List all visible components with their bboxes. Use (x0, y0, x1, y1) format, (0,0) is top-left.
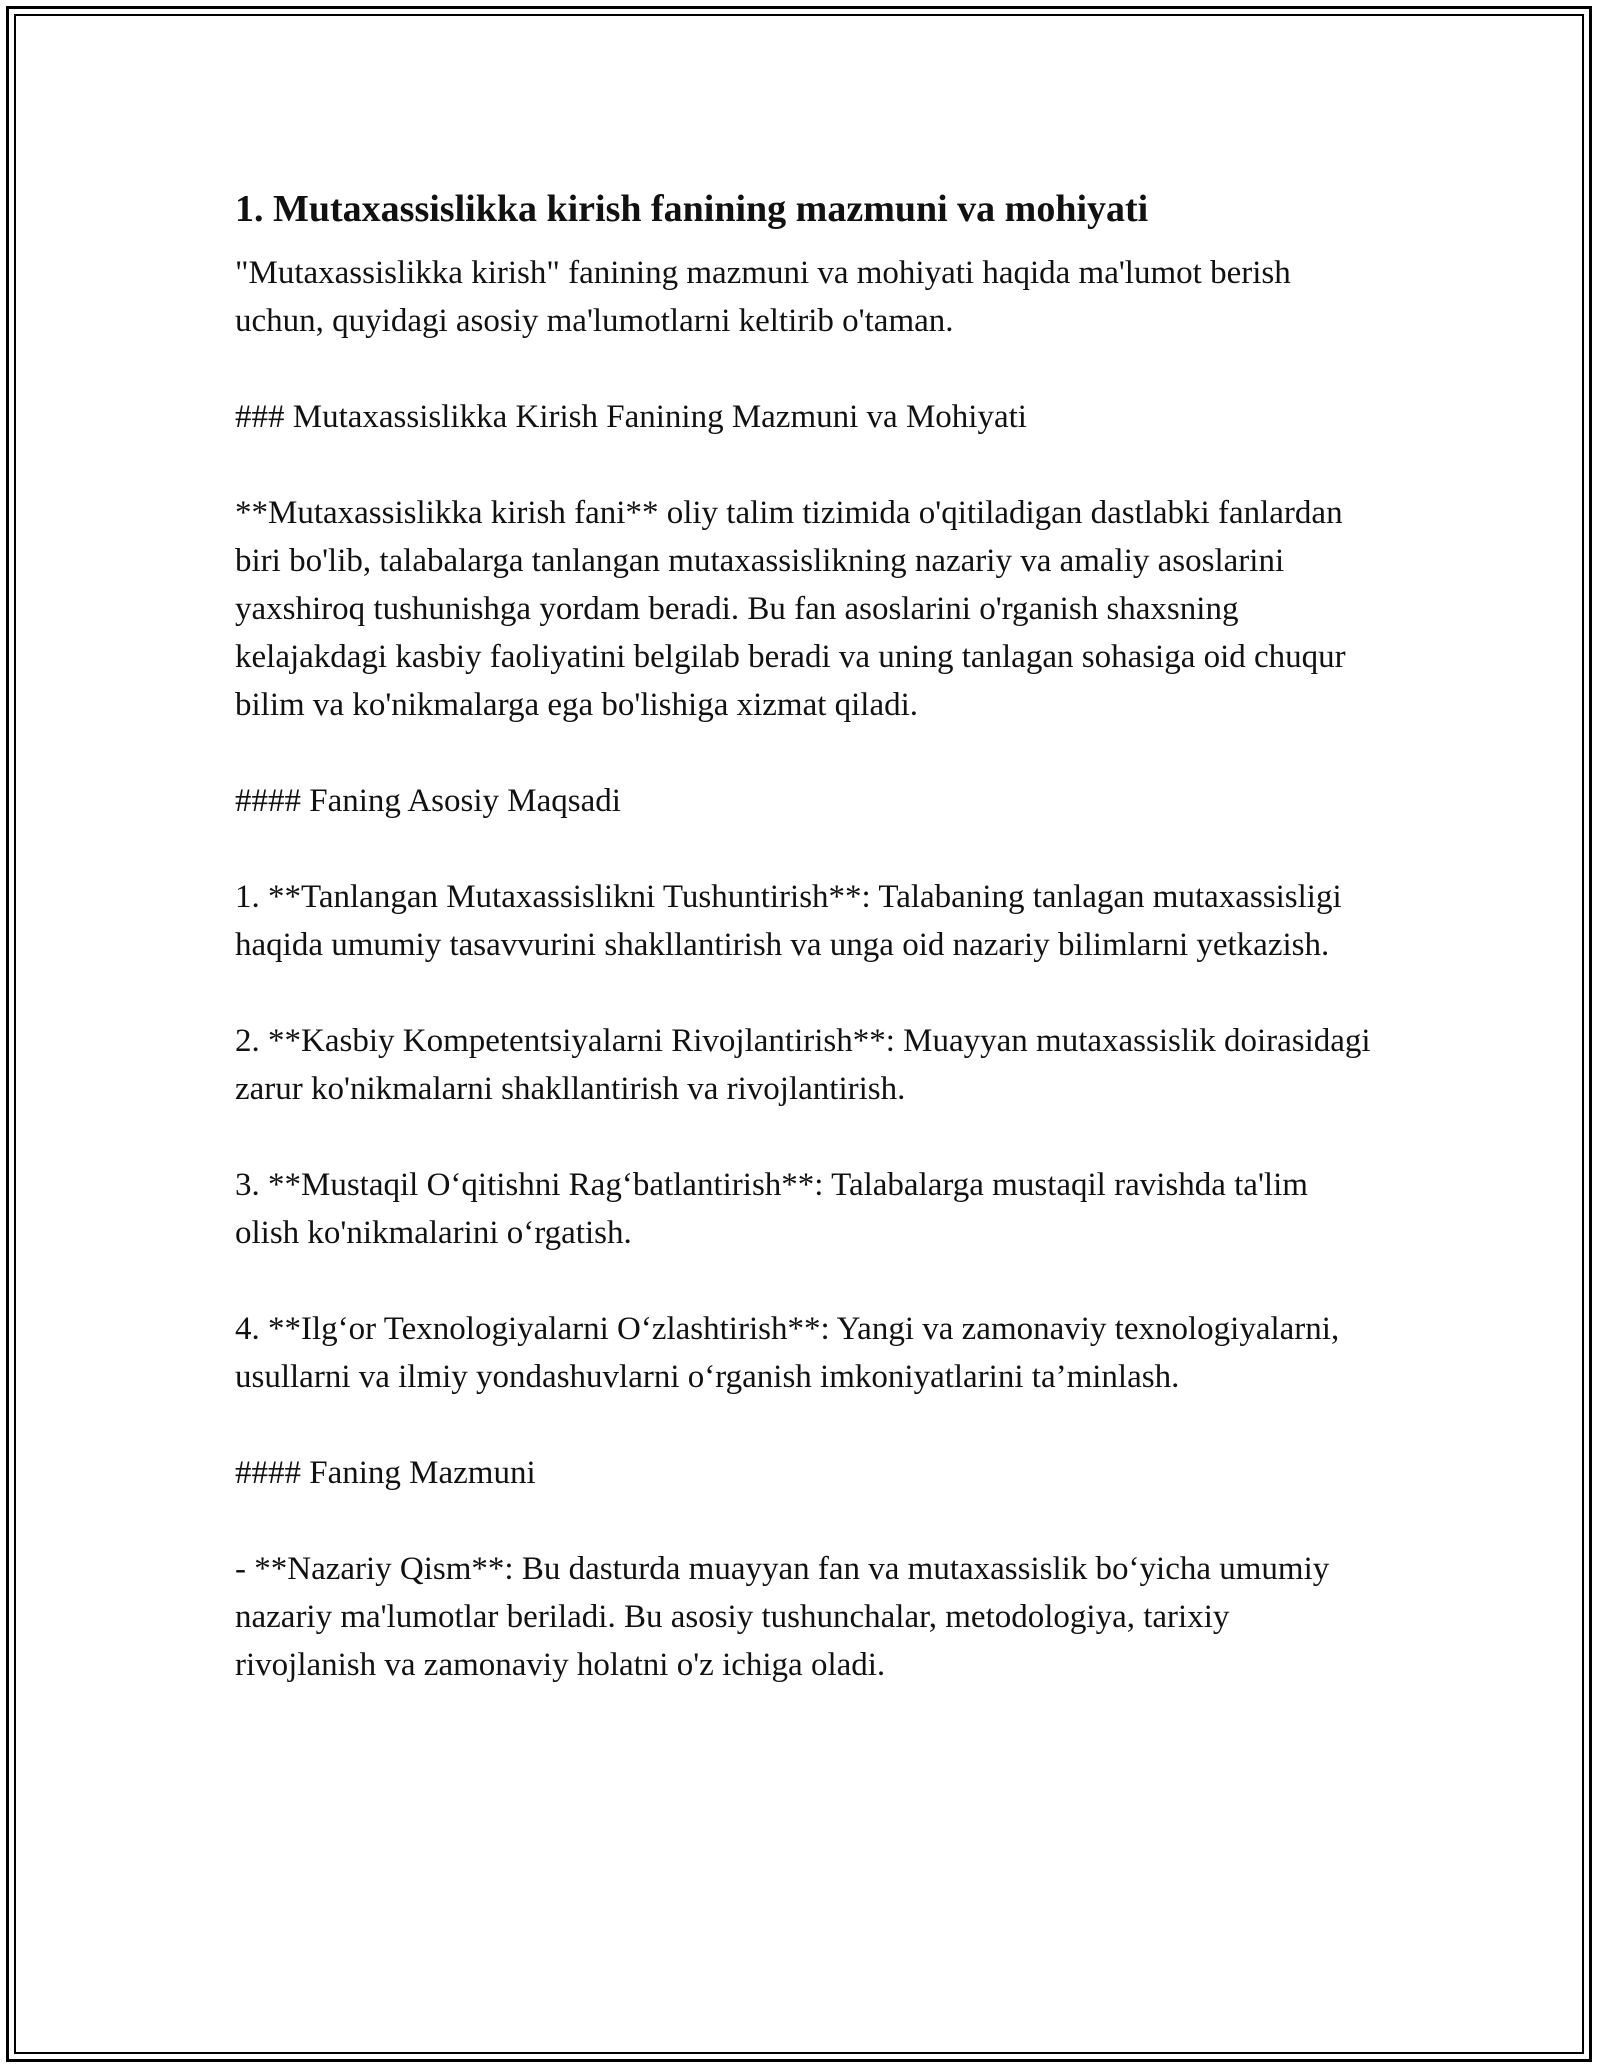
intro-paragraph: "Mutaxassislikka kirish" fanining mazmuni va mohiyati haqida ma'lumot berish uchun, quyidagi asosiy ma'lumotlarni keltirib o'taman. (235, 255, 1291, 339)
goal-item-2: 2. **Kasbiy Kompetentsiyalarni Rivojlantirish**: Muayyan mutaxassislik doirasidagi zarur ko'nikmalarni shakllantirish va rivojlantirish. (235, 1023, 1371, 1107)
document-title: 1. Mutaxassislikka kirish fanining mazmuni va mohiyati (235, 188, 1149, 230)
subheading-asosiy-maqsadi: #### Faning Asosiy Maqsadi (235, 783, 621, 819)
document-body (235, 185, 1375, 1737)
goal-item-1: 1. **Tanlangan Mutaxassislikni Tushuntirish**: Talabaning tanlagan mutaxassisligi haqida umumiy tasavvurini shakllantirish va unga oid nazariy bilimlarni yetkazish. (235, 879, 1342, 963)
goal-item-3: 3. **Mustaqil O‘qitishni Rag‘batlantirish**: Talabalarga mustaqil ravishda ta'lim olish ko'nikmalarini o‘rgatish. (235, 1167, 1308, 1251)
fan-description-paragraph: **Mutaxassislikka kirish fani** oliy talim tizimida o'qitiladigan dastlabki fanlardan biri bo'lib, talabalarga tanlangan mutaxassislikning nazariy va amaliy asoslarini yaxshiroq tushunishga yordam beradi. Bu fan asoslarini o'rganish shaxsning kelajakdagi kasbiy faoliyatini belgilab beradi va uning tanlagan sohasiga oid chuqur bilim va ko'nikmalarga ega bo'lishiga xizmat qiladi. (235, 495, 1346, 723)
section-heading-mazmuni-mohiyati: ### Mutaxassislikka Kirish Fanining Mazmuni va Mohiyati (235, 399, 1027, 435)
content-item-nazariy-qism: - **Nazariy Qism**: Bu dasturda muayyan fan va mutaxassislik bo‘yicha umumiy nazariy ma'lumotlar beriladi. Bu asosiy tushunchalar, metodologiya, tarixiy rivojlanish va zamonaviy holatni o'z ichiga oladi. (235, 1551, 1330, 1683)
goal-item-4: 4. **Ilg‘or Texnologiyalarni O‘zlashtirish**: Yangi va zamonaviy texnologiyalarni, usullarni va ilmiy yondashuvlarni o‘rganish imkoniyatlarini ta’minlash. (235, 1311, 1340, 1395)
subheading-faning-mazmuni: #### Faning Mazmuni (235, 1455, 536, 1491)
